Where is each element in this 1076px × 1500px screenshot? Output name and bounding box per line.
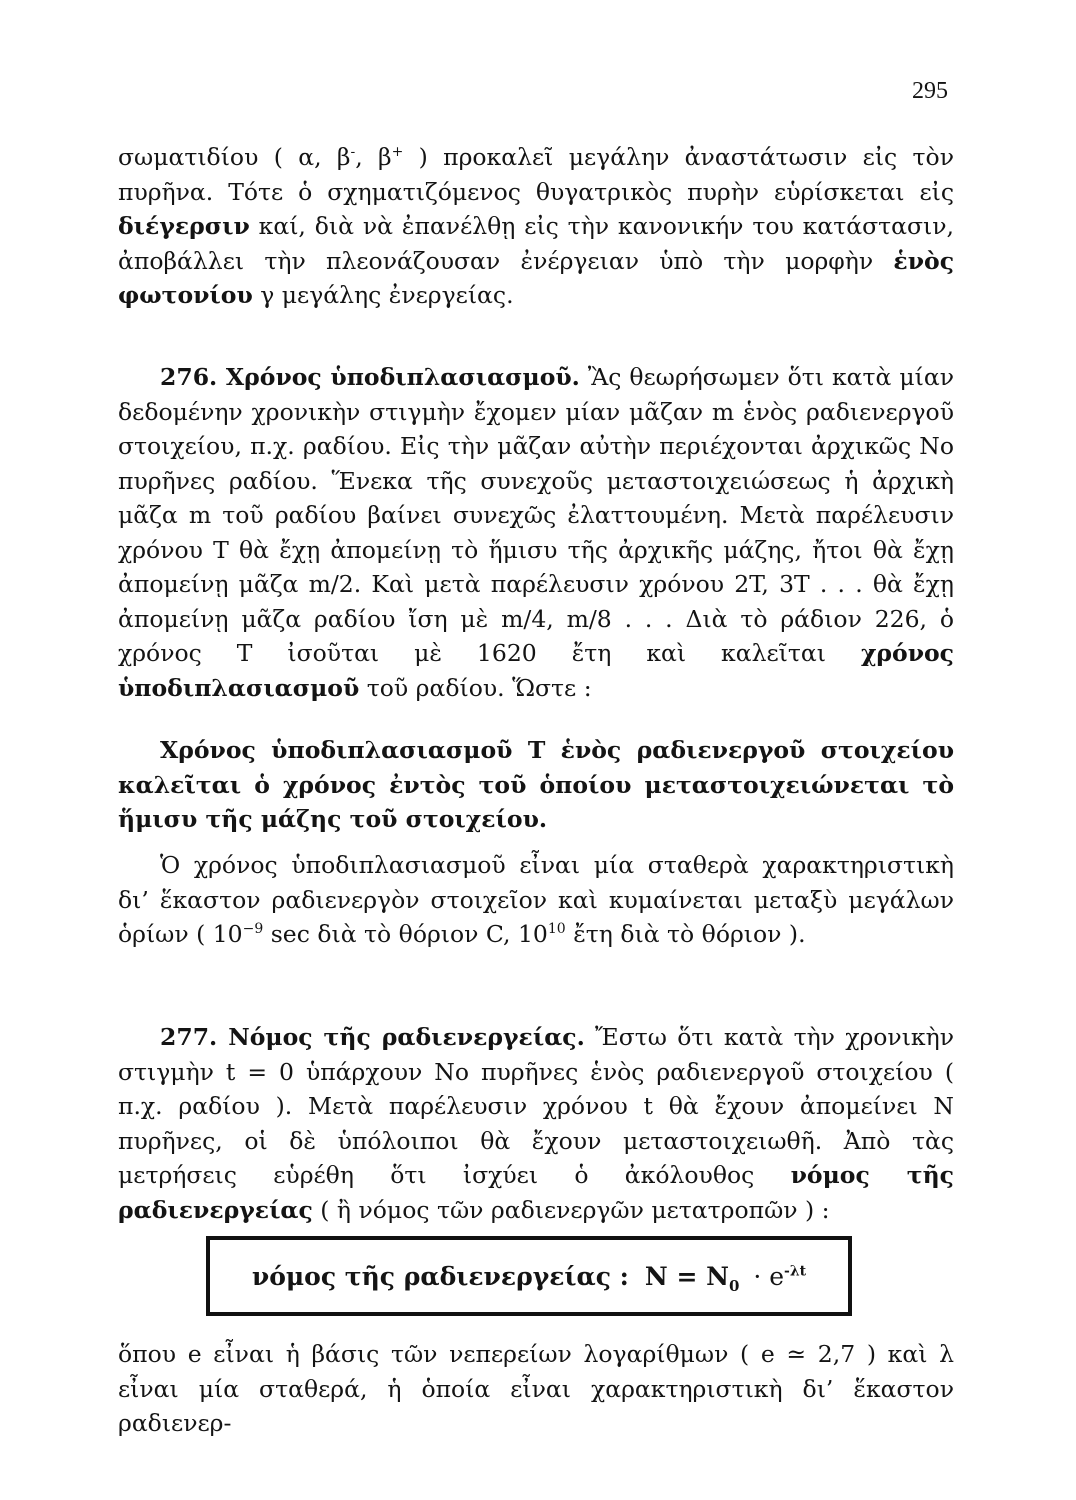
text-run: καί, διὰ νὰ ἐπανέλθῃ εἰς τὴν κανονικήν του κατάστασιν, ἀποβάλλει τὴν πλεονάζουσαν ἐνέργειαν ὑπὸ τὴν μορφὴν xyxy=(118,212,954,275)
formula-subscript: 0 xyxy=(728,1276,740,1295)
formula-label: νόμος τῆς ραδιενεργείας : xyxy=(251,1261,629,1291)
text-run: ) προκαλεῖ μεγάλην ἀναστάτωσιν εἰς τὸν πυρῆνα. Τότε ὁ σχηματιζόμενος θυγατρικὸς πυρὴν εὑρίσκεται εἰς xyxy=(118,143,954,206)
text-run: Ὁ χρόνος ὑποδιπλασιασμοῦ εἶναι μία σταθερὰ χαρακτηριστικὴ δι’ ἕκαστον ραδιενεργὸν στοιχεῖον καὶ κυμαίνεται μεταξὺ μεγάλων ὁρίων ( 10 xyxy=(118,851,954,948)
superscript: - xyxy=(350,144,356,161)
section-277-paragraph xyxy=(118,1020,954,1227)
text-run: Ἔστω ὅτι κατὰ τὴν χρονικὴν στιγμὴν t = 0 ὑπάρχουν No πυρῆνες ἑνὸς ραδιενεργοῦ στοιχείου ( π.χ. ραδίου ). Μετὰ παρέλευσιν χρόνου t θὰ ἔχουν ἀπομείνει N πυρῆνες, οἱ δὲ ὑπόλοιποι θὰ ἔχουν μεταστοιχειωθῆ. Ἀπὸ τὰς μετρήσεις εὑρέθη ὅτι ἰσχύει ὁ ἀκόλουθος xyxy=(118,1023,954,1189)
text-run: , β xyxy=(355,143,392,171)
formula-rhs: · e xyxy=(745,1261,785,1291)
section-276-paragraph xyxy=(118,360,954,705)
bold-term-decay-law: νόμος τῆς ραδιενεργείας xyxy=(118,1161,954,1224)
section-276-heading: 276. Χρόνος ὑποδιπλασιασμοῦ. xyxy=(160,363,580,391)
bold-term-excitation: διέγερσιν xyxy=(118,212,250,240)
text-run: ( ἢ νόμος τῶν ραδιενεργῶν μετατροπῶν ) : xyxy=(312,1195,830,1224)
superscript: + xyxy=(391,144,404,161)
text-run: σωματιδίου ( α, β xyxy=(118,143,351,171)
text-run: γ μεγάλης ἐνεργείας. xyxy=(252,281,514,309)
paragraph-after-formula: ὅπου e εἶναι ἡ βάσις τῶν νεπερείων λογαρίθμων ( e ≃ 2,7 ) καὶ λ εἶναι μία σταθερά, ἡ ὁποία εἶναι χαρακτηριστικὴ δι’ ἕκαστον ραδιενερ- xyxy=(118,1340,954,1437)
text-run: Ἂς θεωρήσωμεν ὅτι κατὰ μίαν δεδομένην χρονικὴν στιγμὴν ἔχομεν μίαν μᾶζαν m ἑνὸς ραδιενεργοῦ στοιχείου, π.χ. ραδίου. Εἰς τὴν μᾶζαν αὐτὴν περιέχονται ἀρχικῶς No πυρῆνες ραδίου. Ἕνεκα τῆς συνεχοῦς μεταστοιχειώσεως ἡ ἀρχικὴ μᾶζα m τοῦ ραδίου βαίνει συνεχῶς ἐλαττουμένη. Μετὰ παρέλευσιν χρόνου Τ θὰ ἔχῃ ἀπομείνῃ τὸ ἥμισυ τῆς ἀρχικῆς μάζης, ἤτοι θὰ ἔχῃ ἀπομείνῃ μᾶζα m/2. Καὶ μετὰ παρέλευσιν χρόνου 2T, 3T . . . θὰ ἔχῃ ἀπομείνῃ μᾶζα ραδίου ἴση μὲ m/4, m/8 . . . Διὰ τὸ ράδιον 226, ὁ χρόνος T ἰσοῦται μὲ 1620 ἔτη καὶ καλεῖται xyxy=(118,363,954,667)
half-life-definition: Χρόνος ὑποδιπλασιασμοῦ Τ ἑνὸς ραδιενεργοῦ στοιχείου καλεῖται ὁ χρόνος ἐντὸς τοῦ ὁποίου μεταστοιχειώνεται τὸ ἥμισυ τῆς μάζης τοῦ στοιχείου. xyxy=(118,736,954,833)
text-run: ἔτη διὰ τὸ θόριον ). xyxy=(565,920,806,948)
page-number: 295 xyxy=(912,78,948,104)
bold-term-photon: ἑνὸς φωτονίου xyxy=(118,246,954,309)
bold-term-half-life: χρόνος ὑποδιπλασιασμοῦ xyxy=(118,639,954,702)
formula-exponent: -λt xyxy=(784,1263,807,1280)
superscript: 10 xyxy=(547,921,566,938)
section-277-heading: 277. Νόμος τῆς ραδιενεργείας. xyxy=(160,1023,585,1051)
paragraph-intro xyxy=(118,140,954,313)
half-life-range-paragraph xyxy=(118,848,954,952)
formula-equation xyxy=(644,1261,807,1295)
decay-law-formula-box xyxy=(206,1236,852,1316)
text-run: sec διὰ τὸ θόριον C, 10 xyxy=(263,920,548,948)
formula-lhs: N = N xyxy=(644,1261,729,1291)
text-run: τοῦ ραδίου. Ὥστε : xyxy=(359,673,592,702)
superscript: −9 xyxy=(242,921,264,938)
